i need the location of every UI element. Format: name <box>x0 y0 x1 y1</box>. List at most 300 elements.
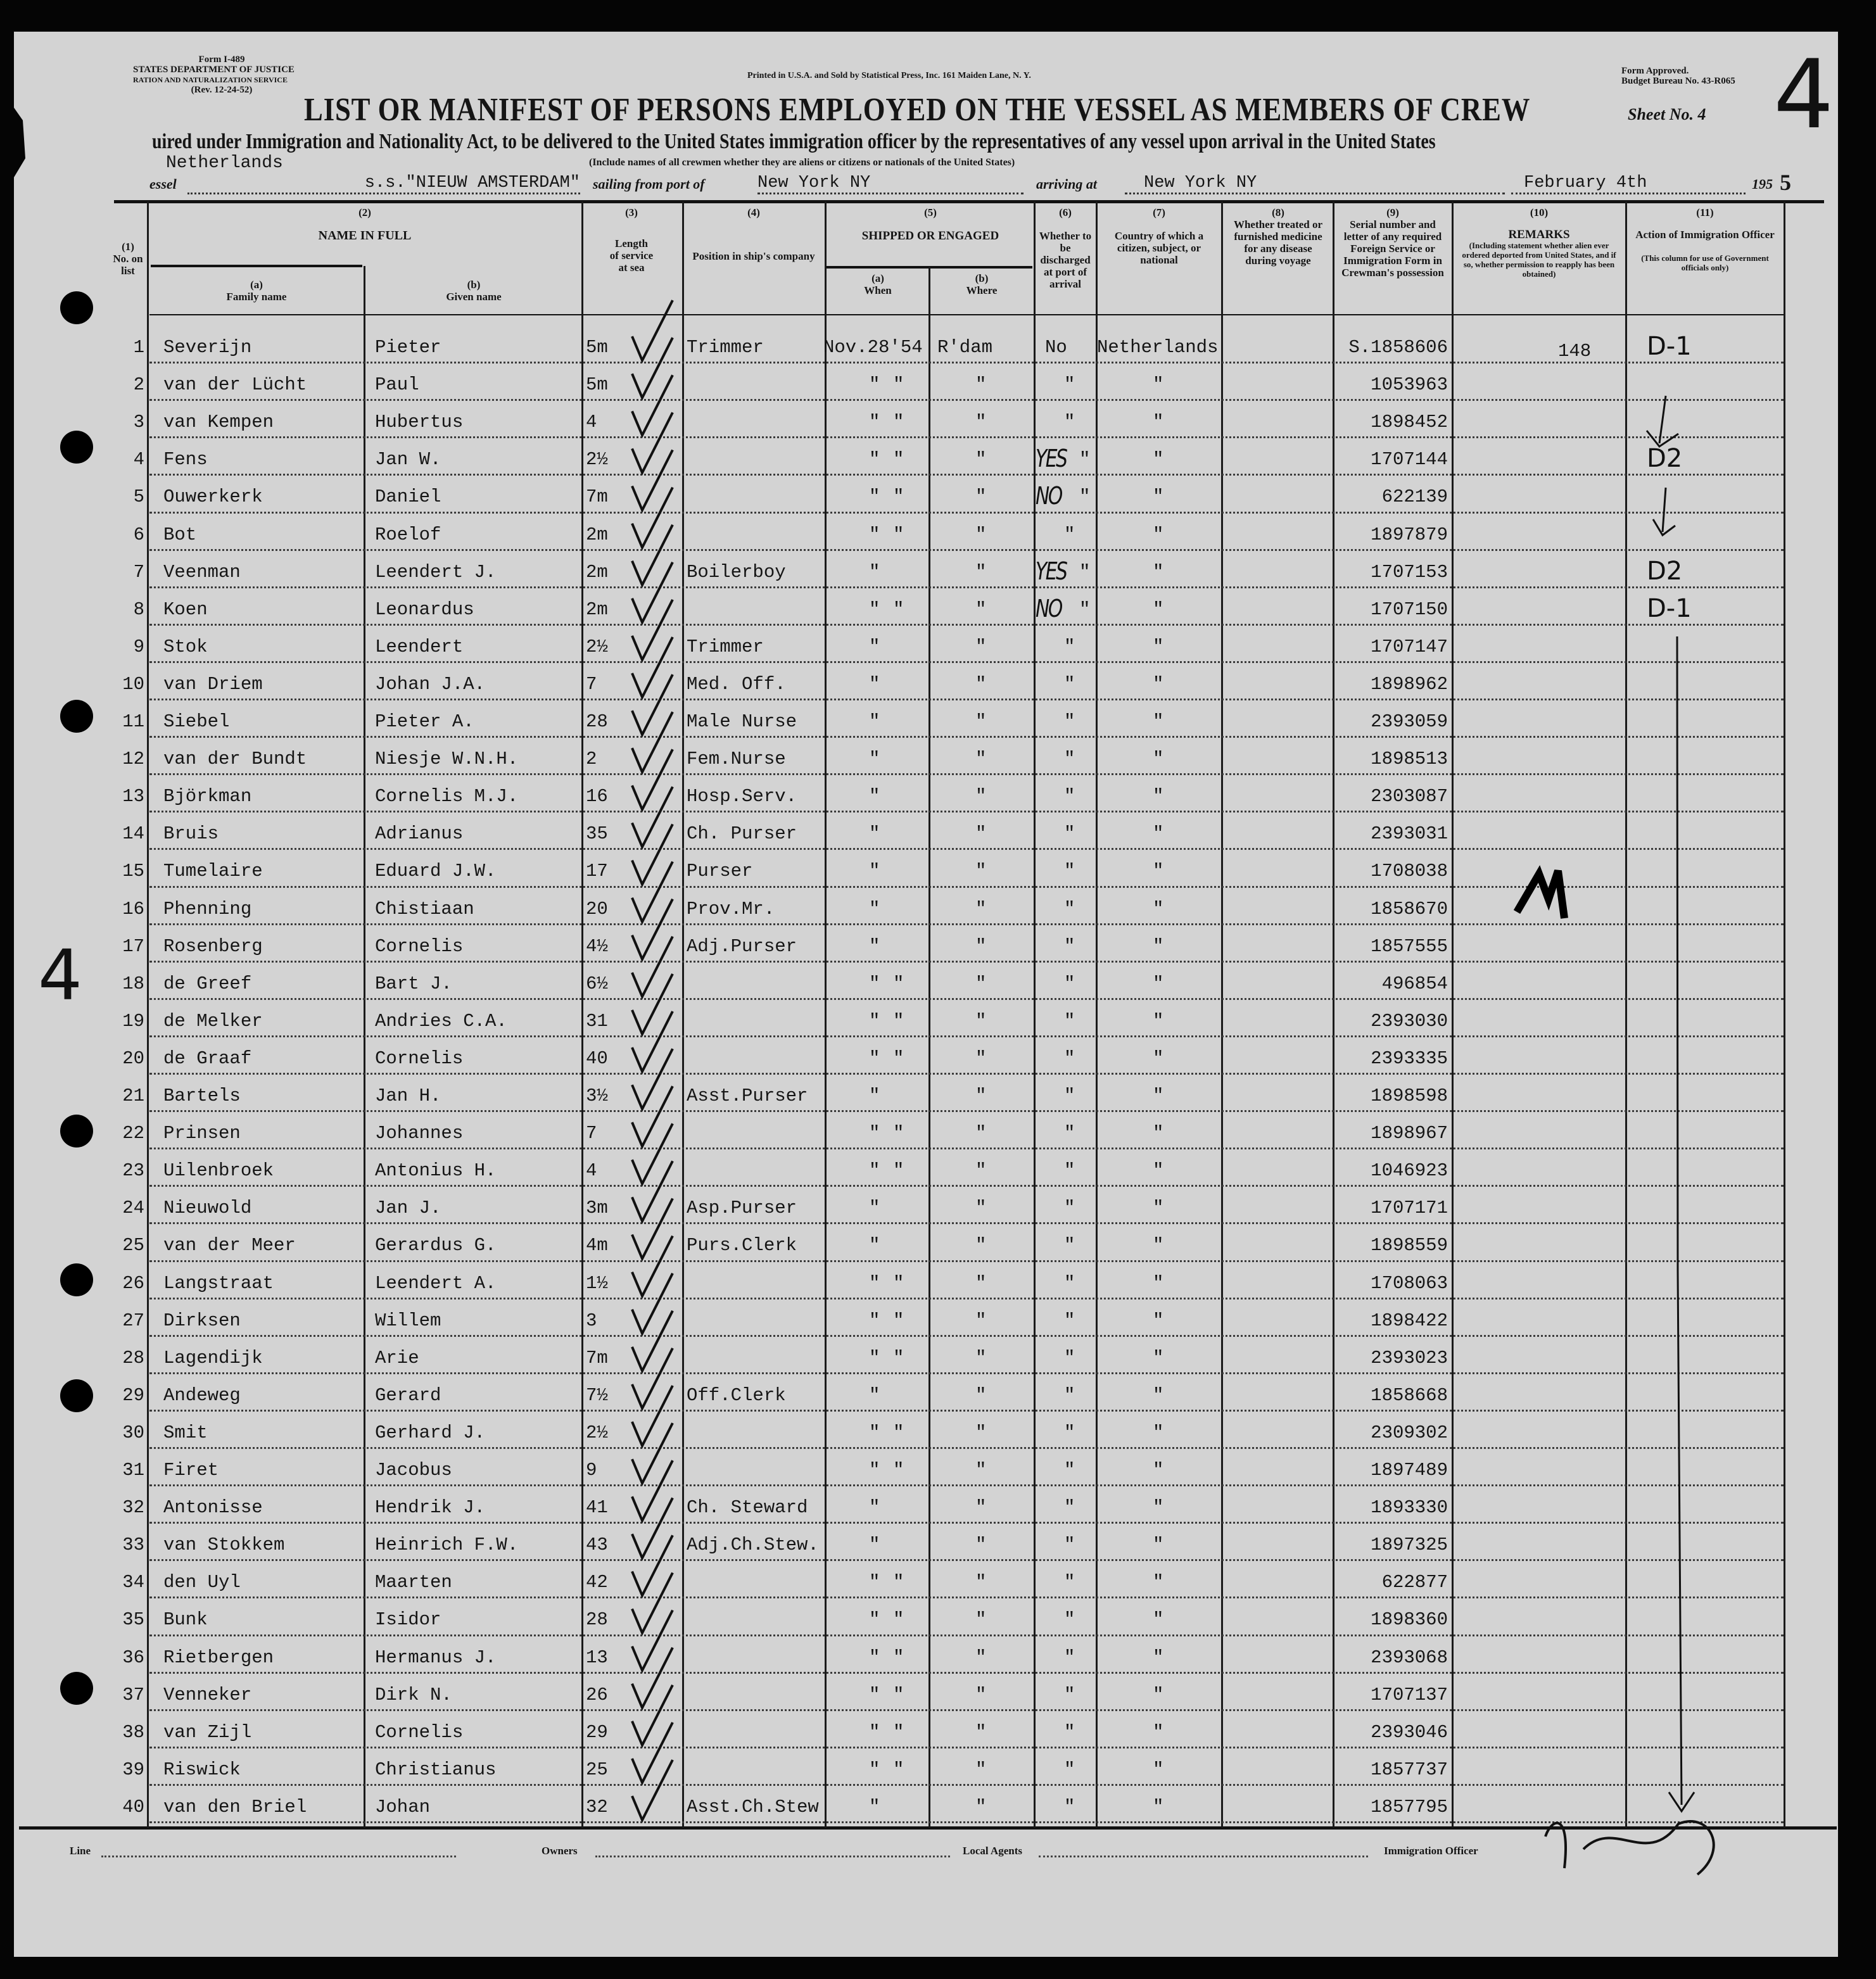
length-of-service: 26 <box>586 1684 608 1705</box>
family-name: Uilenbroek <box>163 1160 274 1182</box>
row-number: 10 <box>122 673 144 695</box>
family-name: Rietbergen <box>163 1647 274 1668</box>
col-label: REMARKS <box>1508 228 1570 241</box>
remarks-scribble-icon <box>1517 871 1564 918</box>
shipped-when: " <box>869 1721 880 1743</box>
shipped-when: " <box>869 1085 880 1106</box>
discharge: " <box>1064 1460 1075 1481</box>
serial-number: 1858670 <box>1371 898 1448 920</box>
family-name: Koen <box>163 598 208 620</box>
row-number: 11 <box>122 711 144 732</box>
length-of-service: 35 <box>586 823 608 845</box>
serial-number: 1898962 <box>1371 673 1448 695</box>
shipped-where: " <box>975 1198 987 1219</box>
row-number: 30 <box>122 1422 144 1443</box>
col-label: Country of which a citizen, subject, or national <box>1114 230 1204 266</box>
family-name: Antonisse <box>163 1497 263 1519</box>
handwritten-discharge: YES <box>1036 445 1067 473</box>
officer-action: D2 <box>1647 556 1683 586</box>
row-number: 29 <box>122 1384 144 1406</box>
serial-number: 1707137 <box>1371 1684 1448 1705</box>
vessel-label: essel <box>149 176 177 192</box>
given-name: Antonius H. <box>375 1160 497 1182</box>
family-name: Ouwerkerk <box>163 486 263 508</box>
shipped-where: " <box>975 561 987 583</box>
shipped-where: " <box>975 1684 987 1705</box>
length-of-service: 2m <box>586 524 608 545</box>
country: " <box>1153 598 1164 620</box>
budget-bureau: Budget Bureau No. 43-R065 <box>1621 76 1735 86</box>
shipped-where: " <box>975 786 987 807</box>
position: " <box>893 1572 904 1593</box>
length-of-service: 3m <box>586 1198 608 1219</box>
length-of-service: 2½ <box>586 636 608 657</box>
serial-number: 1707150 <box>1371 598 1448 620</box>
position: " <box>893 524 904 545</box>
given-name: Adrianus <box>375 823 464 845</box>
given-name: Jan J. <box>375 1198 441 1219</box>
sailing-label: sailing from port of <box>593 176 705 192</box>
arriving-port: New York NY <box>1125 174 1505 194</box>
row-number: 6 <box>133 524 144 545</box>
length-of-service: 2½ <box>586 1422 608 1443</box>
col-number: (4) <box>747 206 760 218</box>
discharge: " <box>1064 786 1075 807</box>
family-name: Lagendijk <box>163 1347 263 1369</box>
row-number: 8 <box>133 598 144 620</box>
family-name: Rosenberg <box>163 935 263 957</box>
shipped-when: " <box>869 1497 880 1519</box>
family-name: van der Bundt <box>163 749 307 770</box>
family-name: Andeweg <box>163 1384 241 1406</box>
position: Asst.Ch.Stew <box>687 1796 819 1818</box>
col-note: (Including statement whether alien ever ordered deported from United States, and if so, whether permission to reapply has been obtained) <box>1462 241 1616 279</box>
given-name: Gerhard J. <box>375 1422 486 1443</box>
family-name: Phenning <box>163 898 252 920</box>
col-number: (11) <box>1696 206 1714 218</box>
discharge: " <box>1064 673 1075 695</box>
country: " <box>1153 1047 1164 1069</box>
shipped-where: " <box>975 598 987 620</box>
col-label: NAME IN FULL <box>318 229 412 243</box>
given-name: Chistiaan <box>375 898 474 920</box>
family-name: Venneker <box>163 1684 252 1705</box>
discharge: " <box>1064 898 1075 920</box>
shipped-when: " <box>869 673 880 695</box>
position: Off.Clerk <box>687 1384 786 1406</box>
shipped-when: " <box>869 973 880 994</box>
officer-action: D2 <box>1647 444 1683 474</box>
length-of-service: 7m <box>586 486 608 508</box>
discharge: " <box>1064 973 1075 994</box>
discharge: " <box>1064 1310 1075 1331</box>
shipped-when: " <box>869 1123 880 1144</box>
length-of-service: 4 <box>586 1160 597 1182</box>
serial-number: 1897489 <box>1371 1460 1448 1481</box>
shipped-when: " <box>869 1647 880 1668</box>
serial-number: 1898513 <box>1371 749 1448 770</box>
footer-line-label: Line <box>70 1845 91 1857</box>
given-name: Cornelis M.J. <box>375 786 519 807</box>
length-of-service: 28 <box>586 1609 608 1631</box>
country: " <box>1153 1085 1164 1106</box>
country: " <box>1153 524 1164 545</box>
country: " <box>1153 1647 1164 1668</box>
position: Trimmer <box>687 636 764 657</box>
line-field <box>101 1856 456 1857</box>
row-number: 31 <box>122 1460 144 1481</box>
shipped-when: " <box>869 1047 880 1069</box>
officer-action: D-1 <box>1647 593 1692 623</box>
col-number: (5) <box>924 206 937 218</box>
position: Trimmer <box>687 337 764 358</box>
length-of-service: 31 <box>586 1010 608 1032</box>
sailing-port: New York NY <box>757 174 1024 194</box>
position: " <box>893 412 904 433</box>
col-number: (10) <box>1530 206 1549 218</box>
discharge: " <box>1064 1609 1075 1631</box>
length-of-service: 9 <box>586 1460 597 1481</box>
col-number: (9) <box>1386 206 1399 218</box>
serial-number: 1898967 <box>1371 1123 1448 1144</box>
col-number: (a) <box>871 272 884 284</box>
col-label: No. on list <box>113 253 143 277</box>
row-number: 3 <box>133 412 144 433</box>
discharge: " <box>1064 1534 1075 1556</box>
given-name: Isidor <box>375 1609 441 1631</box>
officer-action: D-1 <box>1647 332 1692 361</box>
serial-number: 1893330 <box>1371 1497 1448 1519</box>
position: Ch. Purser <box>687 823 797 845</box>
serial-number: 2393059 <box>1371 711 1448 732</box>
row-number: 33 <box>122 1534 144 1556</box>
serial-number: 1053963 <box>1371 374 1448 396</box>
family-name: Firet <box>163 1460 219 1481</box>
position: Adj.Ch.Stew. <box>687 1534 819 1556</box>
serial-number: 1046923 <box>1371 1160 1448 1182</box>
shipped-where: " <box>975 1796 987 1818</box>
country: Netherlands <box>1097 337 1219 358</box>
col-number: (a) <box>250 279 263 291</box>
discharge: " <box>1064 1384 1075 1406</box>
given-name: Pieter A. <box>375 711 474 732</box>
position: Boilerboy <box>687 561 786 583</box>
shipped-when: " <box>869 449 880 471</box>
given-name: Roelof <box>375 524 441 545</box>
length-of-service: 3½ <box>586 1085 608 1106</box>
given-name: Daniel <box>375 486 441 508</box>
row-number: 5 <box>133 486 144 508</box>
shipped-where: " <box>975 1422 987 1443</box>
action-arrow-icon <box>1669 636 1694 1811</box>
owners-field <box>595 1856 950 1857</box>
row-number: 32 <box>122 1497 144 1519</box>
given-name: Paul <box>375 374 419 396</box>
length-of-service: 6½ <box>586 973 608 994</box>
family-name: Smit <box>163 1422 208 1443</box>
family-name: Bruis <box>163 823 219 845</box>
shipped-when: " <box>869 561 880 583</box>
row-number: 7 <box>133 561 144 583</box>
discharge: " <box>1064 636 1075 657</box>
row-number: 16 <box>122 898 144 920</box>
discharge: " <box>1079 486 1091 508</box>
row-number: 2 <box>133 374 144 396</box>
country: " <box>1153 1534 1164 1556</box>
country: " <box>1153 673 1164 695</box>
shipped-when: " <box>869 1347 880 1369</box>
discharge: " <box>1064 1647 1075 1668</box>
row-number: 23 <box>122 1160 144 1182</box>
given-name: Pieter <box>375 337 441 358</box>
given-name: Cornelis <box>375 935 464 957</box>
col-label: Family name <box>226 291 287 303</box>
position: Asp.Purser <box>687 1198 797 1219</box>
handwritten-discharge: NO <box>1036 482 1062 510</box>
shipped-where: " <box>975 1310 987 1331</box>
shipped-where: " <box>975 1572 987 1593</box>
length-of-service: 7 <box>586 1123 597 1144</box>
shipped-when: " <box>869 598 880 620</box>
shipped-where: " <box>975 1272 987 1294</box>
length-of-service: 5m <box>586 374 608 396</box>
shipped-where: " <box>975 524 987 545</box>
serial-number: 1898598 <box>1371 1085 1448 1106</box>
discharge: " <box>1064 412 1075 433</box>
discharge: " <box>1064 1010 1075 1032</box>
given-name: Andries C.A. <box>375 1010 507 1032</box>
arriving-label: arriving at <box>1036 176 1097 192</box>
family-name: Bunk <box>163 1609 208 1631</box>
position: " <box>893 1460 904 1481</box>
shipped-where: " <box>975 1497 987 1519</box>
family-name: Björkman <box>163 786 252 807</box>
vessel-name: s.s."NIEUW AMSTERDAM" <box>187 174 580 194</box>
shipped-when: " <box>869 711 880 732</box>
col-label: Length of service at sea <box>609 237 654 274</box>
discharge: " <box>1064 1422 1075 1443</box>
discharge: " <box>1064 1198 1075 1219</box>
row-number: 4 <box>133 449 144 471</box>
shipped-when: " <box>869 1759 880 1780</box>
country: " <box>1153 1384 1164 1406</box>
shipped-when: " <box>869 1160 880 1182</box>
family-name: de Greef <box>163 973 252 994</box>
year-suffix: 5 <box>1780 170 1791 195</box>
position: Purs.Clerk <box>687 1235 797 1256</box>
length-of-service: 4m <box>586 1235 608 1256</box>
country: " <box>1153 1572 1164 1593</box>
position: Fem.Nurse <box>687 749 786 770</box>
given-name: Johan J.A. <box>375 673 486 695</box>
shipped-where: " <box>975 412 987 433</box>
row-number: 1 <box>133 337 144 358</box>
length-of-service: 42 <box>586 1572 608 1593</box>
country: " <box>1153 935 1164 957</box>
col-label: Given name <box>446 291 502 303</box>
serial-number: 2393046 <box>1371 1721 1448 1743</box>
serial-number: 496854 <box>1381 973 1448 994</box>
discharge: " <box>1064 1047 1075 1069</box>
shipped-when: " <box>869 898 880 920</box>
row-number: 17 <box>122 935 144 957</box>
serial-number: 2393023 <box>1371 1347 1448 1369</box>
position: " <box>893 1160 904 1182</box>
family-name: Veenman <box>163 561 241 583</box>
family-name: van Zijl <box>163 1721 252 1743</box>
position: Purser <box>687 861 753 882</box>
col-note: (This column for use of Government officials only) <box>1641 253 1769 272</box>
country: " <box>1153 1460 1164 1481</box>
given-name: Leendert J. <box>375 561 497 583</box>
shipped-where: " <box>975 1085 987 1106</box>
revision: (Rev. 12-24-52) <box>191 85 253 95</box>
row-number: 38 <box>122 1721 144 1743</box>
shipped-when: " <box>869 636 880 657</box>
row-number: 25 <box>122 1235 144 1256</box>
shipped-where: " <box>975 1759 987 1780</box>
shipped-when: " <box>869 486 880 508</box>
family-name: Bot <box>163 524 197 545</box>
row-number: 39 <box>122 1759 144 1780</box>
serial-number: 1898422 <box>1371 1310 1448 1331</box>
shipped-when: " <box>869 1384 880 1406</box>
length-of-service: 5m <box>586 337 608 358</box>
country: " <box>1153 711 1164 732</box>
given-name: Cornelis <box>375 1721 464 1743</box>
given-name: Gerard <box>375 1384 441 1406</box>
given-name: Jacobus <box>375 1460 452 1481</box>
length-of-service: 43 <box>586 1534 608 1556</box>
shipped-where: " <box>975 486 987 508</box>
sheet-value: 4 <box>1697 105 1706 123</box>
given-name: Bart J. <box>375 973 452 994</box>
serial-number: 1898559 <box>1371 1235 1448 1256</box>
arrival-date: February 4th <box>1511 174 1746 194</box>
country: " <box>1153 1347 1164 1369</box>
position: " <box>893 598 904 620</box>
length-of-service: 4 <box>586 412 597 433</box>
family-name: Siebel <box>163 711 230 732</box>
col-number: (7) <box>1153 206 1165 218</box>
given-name: Hermanus J. <box>375 1647 497 1668</box>
family-name: Tumelaire <box>163 861 263 882</box>
check-mark-icon <box>632 1760 673 1820</box>
country: " <box>1153 1235 1164 1256</box>
position: " <box>893 1759 904 1780</box>
row-number: 18 <box>122 973 144 994</box>
shipped-where: " <box>975 823 987 845</box>
department: STATES DEPARTMENT OF JUSTICE <box>133 65 295 75</box>
country: " <box>1153 973 1164 994</box>
length-of-service: 2½ <box>586 449 608 471</box>
sheet-label: Sheet No. <box>1628 105 1694 123</box>
country: " <box>1153 1198 1164 1219</box>
shipped-when: " <box>869 935 880 957</box>
discharge: " <box>1079 598 1091 620</box>
shipped-when: " <box>869 374 880 396</box>
country: " <box>1153 1310 1164 1331</box>
family-name: van der Meer <box>163 1235 296 1256</box>
country: " <box>1153 786 1164 807</box>
position: " <box>893 1010 904 1032</box>
row-number: 35 <box>122 1609 144 1631</box>
serial-number: 2393031 <box>1371 823 1448 845</box>
country: " <box>1153 1123 1164 1144</box>
position: " <box>893 973 904 994</box>
row-number: 20 <box>122 1047 144 1069</box>
shipped-where: " <box>975 636 987 657</box>
length-of-service: 13 <box>586 1647 608 1668</box>
row-number: 28 <box>122 1347 144 1369</box>
col-label: Where <box>966 284 998 296</box>
shipped-when: " <box>869 1609 880 1631</box>
shipped-where: " <box>975 1123 987 1144</box>
country: " <box>1153 1609 1164 1631</box>
length-of-service: 20 <box>586 898 608 920</box>
col-number: (b) <box>467 279 481 291</box>
handwritten-discharge: YES <box>1036 557 1067 585</box>
length-of-service: 40 <box>586 1047 608 1069</box>
row-number: 37 <box>122 1684 144 1705</box>
shipped-where: R'dam <box>937 337 993 358</box>
shipped-when: " <box>869 1272 880 1294</box>
handwritten-sheet-number: 4 <box>1773 40 1834 150</box>
country: " <box>1153 412 1164 433</box>
shipped-when: " <box>869 1422 880 1443</box>
position: " <box>893 486 904 508</box>
shipped-where: " <box>975 449 987 471</box>
country: " <box>1153 561 1164 583</box>
given-name: Dirk N. <box>375 1684 452 1705</box>
officer-signature <box>1545 1821 1714 1875</box>
serial-number: 2393335 <box>1371 1047 1448 1069</box>
shipped-when: " <box>869 1198 880 1219</box>
shipped-where: " <box>975 1384 987 1406</box>
family-name: de Graaf <box>163 1047 252 1069</box>
handwritten-discharge: NO <box>1036 594 1062 623</box>
discharge: " <box>1064 1497 1075 1519</box>
length-of-service: 1½ <box>586 1272 608 1294</box>
year-prefix: 195 <box>1752 176 1773 192</box>
serial-number: 2393068 <box>1371 1647 1448 1668</box>
given-name: Jan H. <box>375 1085 441 1106</box>
length-of-service: 41 <box>586 1497 608 1519</box>
page-title: LIST OR MANIFEST OF PERSONS EMPLOYED ON THE VESSEL AS MEMBERS OF CREW <box>304 92 1531 128</box>
shipped-where: " <box>975 1721 987 1743</box>
length-of-service: 2 <box>586 749 597 770</box>
position: Asst.Purser <box>687 1085 808 1106</box>
family-name: Dirksen <box>163 1310 241 1331</box>
col-number: (b) <box>975 272 989 284</box>
action-arrow-icon <box>1653 488 1675 535</box>
shipped-when: " <box>869 412 880 433</box>
col-number: (3) <box>625 206 638 218</box>
col-number: (6) <box>1059 206 1072 218</box>
position: " <box>893 374 904 396</box>
shipped-when: " <box>869 1010 880 1032</box>
serial-number: 2303087 <box>1371 786 1448 807</box>
discharge: " <box>1064 374 1075 396</box>
family-name: Riswick <box>163 1759 241 1780</box>
row-number: 34 <box>122 1572 144 1593</box>
row-number: 22 <box>122 1123 144 1144</box>
shipped-where: " <box>975 1235 987 1256</box>
row-number: 14 <box>122 823 144 845</box>
shipped-when: " <box>869 861 880 882</box>
country: " <box>1153 374 1164 396</box>
discharge: " <box>1064 1796 1075 1818</box>
